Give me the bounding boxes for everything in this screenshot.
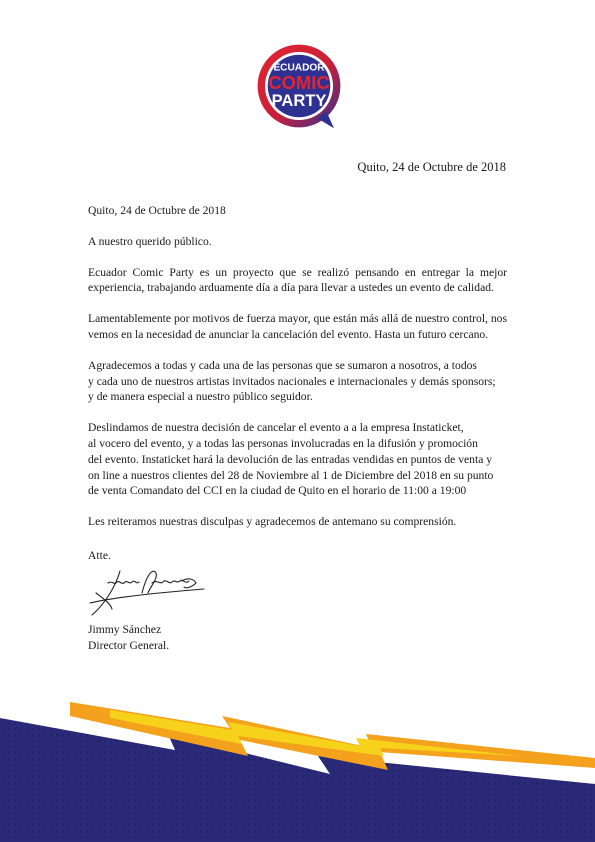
paragraph-3 xyxy=(88,358,507,405)
paragraph-2: Lamentablemente por motivos de fuerza mayor, que están más allá de nuestro control, nos vemos en la necesidad de anunciar la cancelación del evento. Hasta un futuro cercano. xyxy=(88,312,507,341)
salutation: A nuestro querido público. xyxy=(88,234,212,248)
paragraph-4-line: on line a nuestros clientes del 28 de Noviembre al 1 de Diciembre del 2018 en su punto xyxy=(88,468,494,482)
signer-block xyxy=(88,622,169,653)
handwritten-signature xyxy=(86,563,216,621)
signer-name: Jimmy Sánchez xyxy=(88,623,162,636)
header-date: Quito, 24 de Octubre de 2018 xyxy=(357,160,506,174)
paragraph-5: Les reiteramos nuestras disculpas y agradecemos de antemano su comprensión. xyxy=(88,515,457,529)
paragraph-3-line: y de manera especial a nuestro público seguidor. xyxy=(88,390,313,404)
logo-line-1: ECUADOR xyxy=(273,62,325,74)
letter-body xyxy=(88,203,507,530)
paragraph-3-line: Agradecemos a todas y cada una de las personas que se sumaron a nosotros, a todos xyxy=(88,358,477,372)
footer-lightning-banner xyxy=(0,690,595,842)
ecuador-comic-party-logo xyxy=(253,40,345,132)
paragraph-4-line: Deslindamos de nuestra decisión de cancelar el evento a a la empresa Instaticket, xyxy=(88,421,464,435)
paragraph-4 xyxy=(88,420,507,499)
paragraph-4-line: de venta Comandato del CCI en la ciudad de Quito en el horario de 11:00 a 19:00 xyxy=(88,484,467,498)
paragraph-3-line: y cada uno de nuestros artistas invitados nacionales e internacionales y demás sponsors; xyxy=(88,374,496,388)
closing-atte: Atte. xyxy=(88,549,111,562)
logo-line-3: PARTY xyxy=(271,91,327,111)
paragraph-4-line: al vocero del evento, y a todas las personas involucradas en la difusión y promoción xyxy=(88,436,478,450)
paragraph-4-line: del evento. Instaticket hará la devolución de las entradas vendidas en puntos de venta y xyxy=(88,452,493,466)
letter-date: Quito, 24 de Octubre de 2018 xyxy=(88,204,226,217)
logo-line-2: COMIC xyxy=(268,71,330,93)
paragraph-1: Ecuador Comic Party es un proyecto que se realizó pensando en entregar la mejor experiencia, trabajando arduamente día a día para llevar a ustedes un evento de calidad. xyxy=(88,265,507,295)
signer-title: Director General. xyxy=(88,638,170,652)
